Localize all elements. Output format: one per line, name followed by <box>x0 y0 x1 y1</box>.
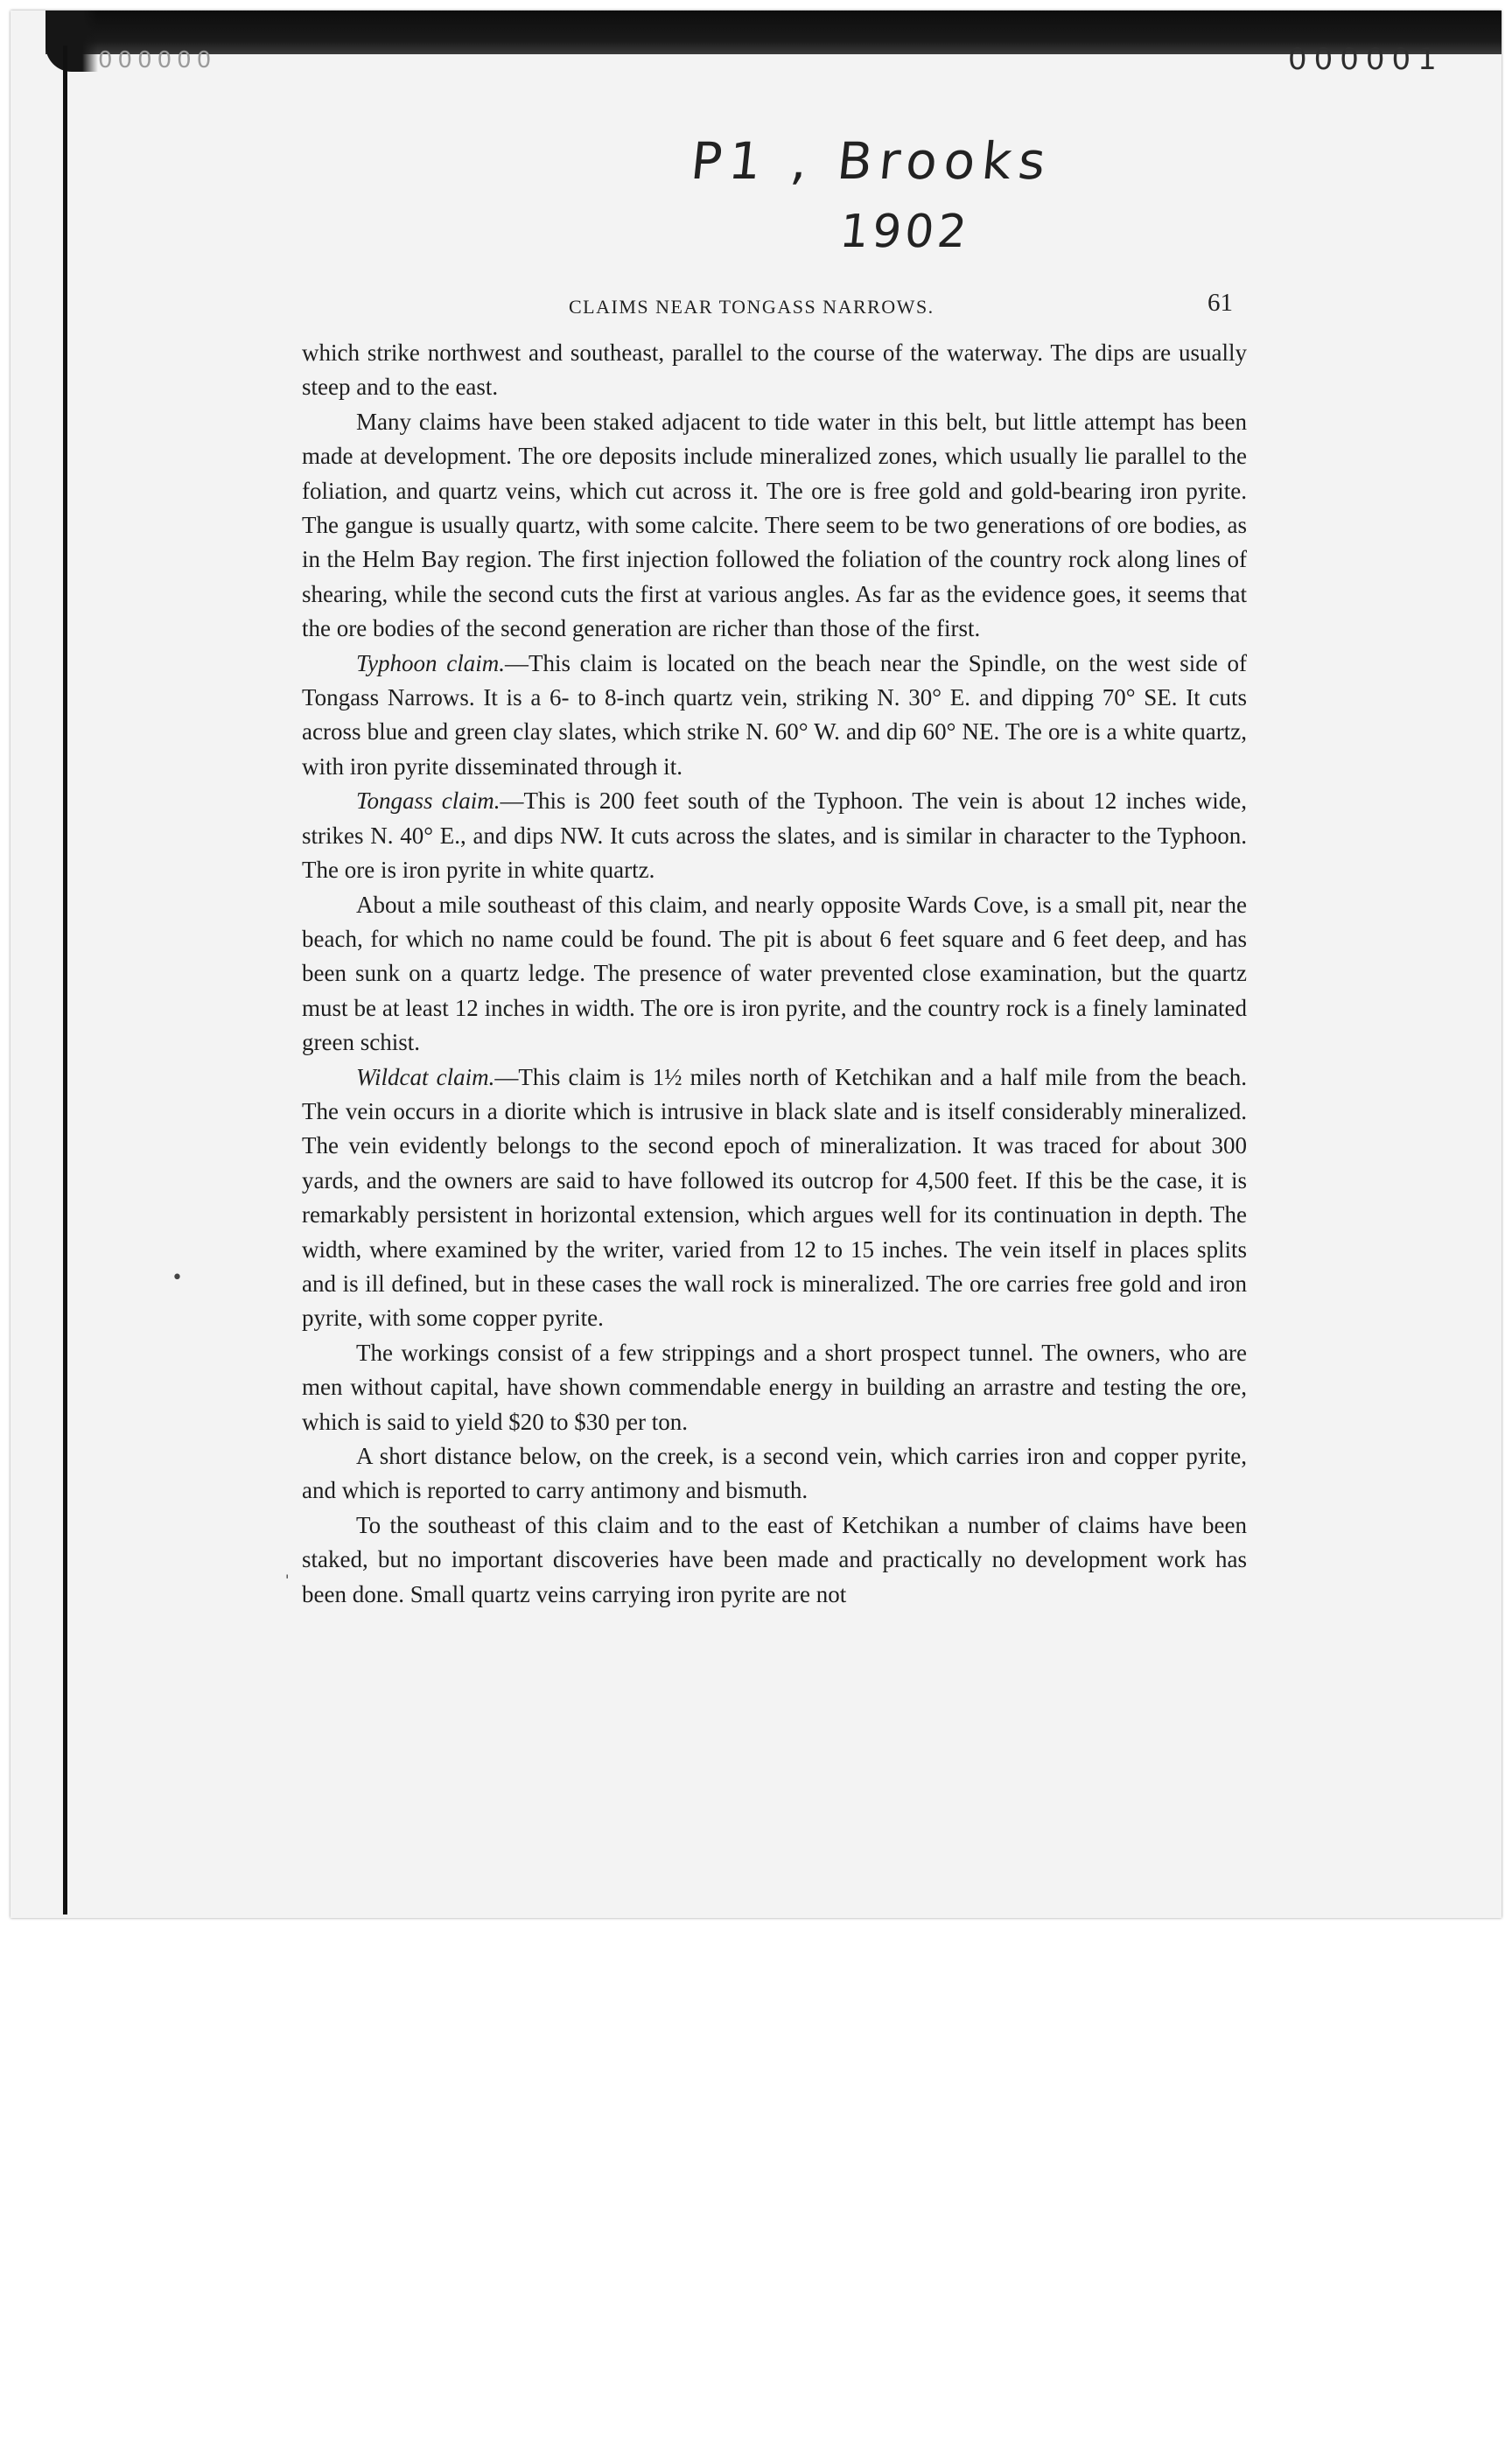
claim-name: Typhoon claim. <box>356 649 505 676</box>
page-number: 61 <box>1208 289 1233 317</box>
paragraph-8 <box>302 1439 1247 1508</box>
paragraph-text: The workings consist of a few strippings and a short prospect tunnel. The owners, who are men without capital, have shown commendable energy in building an arrastre and testing the ore, which is said to yield $20 to $30 per ton. <box>302 1339 1247 1435</box>
scan-top-border <box>46 10 1502 54</box>
claim-name: Wildcat claim. <box>356 1063 495 1090</box>
paragraph-wildcat-claim <box>302 1060 1247 1336</box>
handwritten-note-year: 1902 <box>836 206 973 258</box>
paragraph-9 <box>302 1508 1247 1612</box>
paragraph-5 <box>302 888 1247 1060</box>
body-text <box>302 336 1247 1612</box>
paragraph-text: To the southeast of this claim and to the east of Ketchikan a number of claims have been staked, but no important discoveries have been made and practically no development work has been done. Small quartz veins carrying iron pyrite are not <box>302 1511 1247 1607</box>
scan-left-border <box>63 46 67 1914</box>
paragraph-text: —This claim is 1½ miles north of Ketchikan and a half mile from the beach. The vein occurs in a diorite which is intrusive in black slate and is itself considerably mineralized. The vein evidently belongs to the second epoch of mineralization. It was traced for about 300 yards, and the owners are said to have followed its outcrop for 4,500 feet. If this be the case, it is remarkably persistent in horizontal extension, which argues well for its continuation in depth. The width, where examined by the writer, varied from 12 to 15 inches. The vein itself in places splits and is ill defined, but in these cases the wall rock is mineralized. The ore carries free gold and iron pyrite, with some copper pyrite. <box>302 1063 1247 1332</box>
paragraph-text: —This claim is located on the beach near the Spindle, on the west side of Tongass Narrows. It is a 6- to 8-inch quartz vein, striking N. 30° E. and dipping 70° SE. It cuts across blue and green clay slates, which strike N. 60° W. and dip 60° NE. The ore is a white quartz, with iron pyrite disseminated through it. <box>302 649 1247 780</box>
paragraph-1 <box>302 336 1247 405</box>
paragraph-text: which strike northwest and southeast, parallel to the course of the waterway. The dips are usually steep and to the east. <box>302 340 1247 401</box>
scan-speck: ' <box>285 1572 290 1588</box>
paragraph-text: —This is 200 feet south of the Typhoon. The vein is about 12 inches wide, strikes N. 40° E., and dips NW. It cuts across the slates, and is similar in character to the Typhoon. The ore is iron pyrite in white quartz. <box>302 788 1247 884</box>
running-head: CLAIMS NEAR TONGASS NARROWS. <box>569 296 934 318</box>
handwritten-note-author: P1 , Brooks <box>688 131 1055 191</box>
paragraph-text: Many claims have been staked adjacent to tide water in this belt, but little attempt has been made at development. The ore deposits include mineralized zones, which usually lie parallel to the foliation, and quartz veins, which cut across it. The ore is free gold and gold-bearing iron pyrite. The gangue is usually quartz, with some calcite. There seem to be two generations of ore bodies, as in the Helm Bay region. The first injection followed the foliation of the country rock along lines of shearing, while the second cuts the first at various angles. As far as the evidence goes, it seems that the ore bodies of the second generation are richer than those of the first. <box>302 408 1247 642</box>
scan-corner-shadow <box>46 10 98 72</box>
document-number: 000001 <box>1288 42 1444 77</box>
document-number-faded: 000000 <box>98 47 217 74</box>
claim-name: Tongass claim. <box>356 788 500 815</box>
paragraph-7 <box>302 1336 1247 1439</box>
paragraph-tongass-claim <box>302 784 1247 887</box>
scan-speck: • <box>172 1267 183 1289</box>
paragraph-text: A short distance below, on the creek, is a second vein, which carries iron and copper pyrite, and which is reported to carry antimony and bismuth. <box>302 1443 1247 1504</box>
paragraph-typhoon-claim <box>302 647 1247 785</box>
paragraph-text: About a mile southeast of this claim, and nearly opposite Wards Cove, is a small pit, near the beach, for which no name could be found. The pit is about 6 feet square and 6 feet deep, and has been sunk on a quartz ledge. The presence of water prevented close examination, but the quartz must be at least 12 inches in width. The ore is iron pyrite, and the country rock is a finely laminated green schist. <box>302 891 1247 1056</box>
paragraph-2 <box>302 405 1247 647</box>
